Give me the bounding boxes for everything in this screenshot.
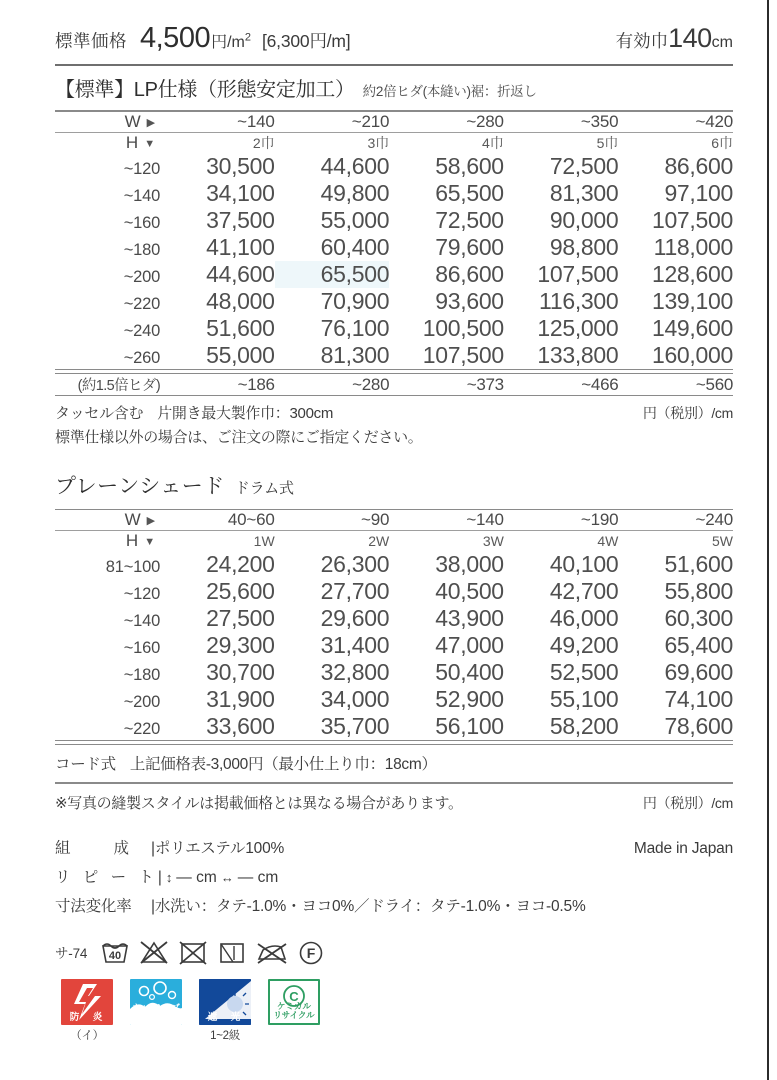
column-width-header: ~420 [695, 111, 733, 131]
price-cell: 55,000 [206, 341, 275, 368]
price-cell: 24,200 [206, 551, 275, 578]
price-cell: 72,500 [435, 206, 504, 233]
price-cell: 35,700 [320, 713, 390, 740]
price-cell: 42,700 [549, 578, 619, 605]
footer-value: ~186 [237, 374, 275, 394]
price-header [55, 0, 733, 64]
price-cell: 125,000 [537, 314, 619, 341]
max-width-note: 片開き最大製作巾：300cm [157, 405, 334, 423]
table-row [55, 578, 733, 605]
washable-badge [130, 979, 182, 1027]
no-iron-icon [256, 939, 288, 965]
cord-detail: 上記価格表-3,000円（最小仕上り巾：18cm） [129, 756, 437, 774]
washable-badge-label: ウォッシャブル [132, 1003, 180, 1024]
repeat-row: リ ピ ー ト| ↕ — cm ↔ — cm [55, 864, 733, 893]
row-height-header: ~220 [123, 294, 161, 313]
price-cell: 98,800 [549, 233, 619, 260]
recycle-label-line1: ケミカル [276, 1001, 311, 1012]
price-cell: 56,100 [435, 713, 504, 740]
price-cell: 107,500 [422, 341, 504, 368]
tassel-note: タッセル含む [55, 405, 144, 423]
axis-h-arrow-icon: ▼ [144, 536, 157, 549]
footer-label: (約1.5倍ヒダ) [77, 377, 161, 394]
price-cell: 107,500 [651, 206, 733, 233]
price-cell: 40,100 [549, 551, 619, 578]
price-cell: 44,600 [320, 152, 390, 179]
table-row [55, 180, 733, 207]
column-width-header: ~210 [351, 111, 390, 131]
price-cell: 31,400 [320, 632, 390, 659]
axis-w-arrow-icon: ▶ [146, 515, 157, 528]
care-symbol-row [55, 921, 733, 965]
price-cell: 29,600 [320, 605, 390, 632]
price-cell: 27,700 [320, 578, 390, 605]
footer-value: ~280 [352, 374, 390, 394]
axis-w-label: W ▶ [124, 111, 157, 131]
price-cell: 78,600 [664, 713, 733, 740]
row-height-header: ~200 [123, 267, 161, 286]
price-cell: 160,000 [651, 341, 733, 368]
spec-title: 【標準】LP仕様（形態安定加工） [55, 79, 355, 101]
blackout-badge-label: 遮 光 [207, 1012, 243, 1024]
unit-superscript: 2 [244, 31, 251, 44]
table-row [55, 153, 733, 180]
column-panel-header: 2巾 [252, 134, 275, 151]
unit-note-2: 円（税別）/cm [642, 795, 733, 812]
column-width-header: ~350 [580, 111, 619, 131]
price-cell: 50,400 [435, 659, 504, 686]
price-cell: 52,500 [549, 659, 619, 686]
table-row [55, 288, 733, 315]
standard-price-group [55, 22, 350, 55]
spec-detail: 約2倍ヒダ(本縫い)裾：折返し [362, 84, 537, 99]
repeat-key: リ ピ ー ト [55, 868, 158, 886]
table-footer-row [55, 374, 733, 395]
footer-value: ~560 [695, 374, 733, 394]
table-header-panel-row [55, 133, 733, 153]
shrinkage-value: 水洗い：タテ-1.0%・ヨコ0%／ドライ：タテ-1.0%・ヨコ-0.5% [154, 897, 586, 915]
price-cell: 93,600 [435, 287, 504, 314]
price-table-shade [55, 510, 733, 530]
row-height-header: 81~100 [105, 558, 161, 577]
price-cell: 118,000 [653, 233, 733, 260]
axis-h-arrow-icon: ▼ [144, 137, 157, 150]
unit-text: 円/m [211, 34, 245, 51]
row-height-header: ~220 [123, 720, 161, 739]
composition-key: 組 成 [55, 840, 134, 858]
svg-text:C: C [289, 989, 299, 1005]
row-height-header: ~140 [123, 186, 161, 205]
price-cell: 65,400 [664, 632, 733, 659]
note-line-1 [55, 402, 733, 425]
axis-h-label: H ▼ [125, 132, 157, 152]
price-cell: 81,300 [549, 179, 619, 206]
price-cell: 58,200 [549, 713, 619, 740]
price-cell: 27,500 [206, 605, 275, 632]
horizontal-arrow-icon: ↔ [220, 869, 234, 885]
vertical-arrow-icon: ↕ [165, 869, 173, 885]
photo-note: ※写真の縫製スタイルは掲載価格とは異なる場合があります。 [55, 795, 463, 813]
feature-badges [55, 965, 733, 1043]
price-cell: 51,600 [664, 551, 733, 578]
price-cell: 46,000 [549, 605, 619, 632]
price-table-lp-body [55, 133, 733, 369]
table-row [55, 261, 733, 288]
effective-width-unit: cm [711, 34, 733, 51]
price-cell: 69,600 [664, 659, 733, 686]
column-width-header: ~140 [237, 111, 275, 131]
row-height-header: ~260 [123, 348, 161, 367]
axis-w-label: W ▶ [124, 510, 157, 530]
wash-40-icon [100, 939, 130, 965]
column-width-header: 40~60 [227, 510, 275, 530]
notes-block-1 [55, 396, 733, 451]
price-cell: 86,600 [435, 260, 504, 287]
footer-value: ~466 [581, 374, 619, 394]
blackout-badge-art [199, 979, 251, 1025]
repeat-horizontal-value: — cm [237, 868, 279, 886]
price-cell: 31,900 [206, 686, 275, 713]
section2-subtitle: ドラム式 [234, 479, 294, 497]
table-row [55, 605, 733, 632]
spec-line [55, 66, 733, 110]
price-cell: 48,000 [206, 287, 275, 314]
row-height-header: ~240 [123, 321, 161, 340]
page-right-border [767, 0, 769, 1080]
price-cell: 29,300 [206, 632, 275, 659]
table-row [55, 713, 733, 740]
column-width-header: ~280 [466, 111, 504, 131]
price-cell: 76,100 [320, 314, 390, 341]
price-cell: 81,300 [320, 341, 390, 368]
effective-width-group [616, 23, 733, 54]
price-cell: 55,000 [320, 206, 390, 233]
table-row [55, 315, 733, 342]
price-cell: 60,300 [664, 605, 733, 632]
flame-retardant-badge-art [61, 979, 113, 1025]
table-row [55, 632, 733, 659]
column-panel-header: 6巾 [711, 134, 733, 151]
composition-line: 組 成 |ポリエステル100% [55, 835, 284, 864]
column-width-header: ~190 [580, 510, 619, 530]
shrinkage-row: 寸法変化率 |水洗い：タテ-1.0%・ヨコ0%／ドライ：タテ-1.0%・ヨコ-0.5% [55, 893, 733, 922]
made-in-label: Made in Japan [633, 840, 733, 858]
section2-title: プレーンシェード [55, 474, 225, 498]
price-cell: 51,600 [206, 314, 275, 341]
price-cell-highlighted: 65,500 [275, 261, 390, 288]
no-tumble-dry-icon [178, 939, 208, 965]
price-cell: 133,800 [537, 341, 619, 368]
chemical-recycle-badge-label [270, 1002, 318, 1020]
repeat-vertical-value: — cm [176, 868, 217, 886]
column-panel-header: 4巾 [482, 134, 504, 151]
axis-w-arrow-icon: ▶ [146, 116, 157, 129]
price-cell: 90,000 [549, 206, 619, 233]
cord-label: コード式 [55, 756, 116, 774]
svg-text:40: 40 [109, 950, 122, 963]
price-cell: 74,100 [664, 686, 733, 713]
price-table-lp [55, 112, 733, 132]
column-panel-header: 2W [368, 533, 390, 550]
price-cell: 86,600 [664, 152, 733, 179]
row-height-header: ~120 [123, 159, 161, 178]
price-cell: 79,600 [435, 233, 504, 260]
axis-h-label: H ▼ [125, 531, 157, 551]
unit-note-1: 円（税別）/cm [642, 405, 733, 422]
row-height-header: ~180 [123, 666, 161, 685]
price-cell: 52,900 [435, 686, 504, 713]
svg-text:F: F [306, 945, 316, 962]
effective-width-label: 有効巾 [615, 31, 669, 51]
row-height-header: ~200 [123, 693, 161, 712]
price-table-shade-body [55, 531, 733, 740]
price-cell: 44,600 [206, 260, 275, 287]
flame-retardant-badge [61, 979, 113, 1043]
price-cell: 139,100 [651, 287, 733, 314]
blackout-badge-caption: 1~2級 [210, 1030, 240, 1043]
table-row [55, 234, 733, 261]
price-cell: 34,000 [320, 686, 390, 713]
table-header-panel-row [55, 531, 733, 551]
standard-price-label: 標準価格 [55, 31, 127, 51]
price-cell: 43,900 [435, 605, 504, 632]
price-cell: 65,500 [435, 179, 504, 206]
price-cell: 128,600 [651, 260, 733, 287]
line-dry-icon [217, 939, 247, 965]
price-cell: 26,300 [320, 551, 390, 578]
price-cell: 30,700 [206, 659, 275, 686]
price-cell: 116,300 [539, 287, 619, 314]
note-1-left [55, 402, 333, 425]
flame-retardant-badge-label: 防 炎 [69, 1012, 105, 1024]
column-panel-header: 3W [482, 533, 504, 550]
table-header-width-row [55, 510, 733, 530]
recycle-label-line2: リサイクル [273, 1010, 315, 1021]
price-cell: 33,600 [206, 713, 275, 740]
row-height-header: ~120 [123, 585, 161, 604]
alt-price: [6,300円/m] [261, 31, 351, 51]
shrinkage-key: 寸法変化率 [55, 897, 132, 915]
composition-block [55, 815, 733, 921]
table-row [55, 551, 733, 578]
no-bleach-icon [139, 939, 169, 965]
price-cell: 107,500 [537, 260, 619, 287]
price-cell: 100,500 [422, 314, 504, 341]
row-height-header: ~180 [123, 240, 161, 259]
row-height-header: ~160 [123, 639, 161, 658]
price-cell: 149,600 [651, 314, 733, 341]
table-row [55, 686, 733, 713]
column-width-header: ~140 [466, 510, 504, 530]
price-cell: 37,500 [206, 206, 275, 233]
cord-type-note [55, 745, 733, 782]
price-cell: 34,100 [206, 179, 275, 206]
table-row [55, 207, 733, 234]
composition-value: ポリエステル100% [154, 840, 285, 858]
table-row [55, 342, 733, 369]
column-panel-header: 5巾 [596, 134, 619, 151]
composition-row [55, 835, 733, 864]
price-cell: 97,100 [664, 179, 733, 206]
price-cell: 49,800 [320, 179, 390, 206]
row-height-header: ~140 [123, 612, 161, 631]
column-panel-header: 4W [597, 533, 619, 550]
price-cell: 58,600 [435, 152, 504, 179]
column-panel-header: 5W [712, 533, 733, 550]
effective-width-value: 140 [668, 23, 712, 53]
price-cell: 72,500 [549, 152, 619, 179]
price-cell: 40,500 [435, 578, 504, 605]
price-cell: 38,000 [435, 551, 504, 578]
price-cell: 30,500 [206, 152, 275, 179]
section-title-plain-shade [55, 451, 733, 509]
column-panel-header: 3巾 [367, 134, 390, 151]
note-line-2 [55, 426, 733, 449]
row-height-header: ~160 [123, 213, 161, 232]
price-table-lp-footer [55, 374, 733, 395]
price-cell: 41,100 [206, 233, 275, 260]
column-panel-header: 1W [253, 533, 275, 550]
price-cell: 60,400 [320, 233, 390, 260]
chemical-recycle-badge-art [268, 979, 320, 1025]
price-cell: 55,100 [549, 686, 619, 713]
table-header-width-row [55, 112, 733, 132]
custom-spec-note: 標準仕様以外の場合は、ご注文の際にご指定ください。 [55, 428, 423, 446]
column-width-header: ~240 [695, 510, 733, 530]
price-cell: 70,900 [320, 287, 390, 314]
price-cell: 32,800 [320, 659, 390, 686]
flame-retardant-badge-caption: （イ） [70, 1030, 104, 1043]
standard-price-unit [211, 29, 251, 52]
price-cell: 55,800 [664, 578, 733, 605]
care-code-label: サ-74 [55, 946, 88, 962]
chemical-recycle-badge [268, 979, 320, 1027]
dryclean-f-icon [297, 939, 325, 965]
photo-note-line [55, 784, 733, 815]
price-cell: 47,000 [435, 632, 504, 659]
blackout-badge [199, 979, 251, 1043]
standard-price-value: 4,500 [140, 22, 211, 54]
price-cell: 49,200 [549, 632, 619, 659]
price-cell: 25,600 [206, 578, 275, 605]
footer-value: ~373 [466, 374, 504, 394]
column-width-header: ~90 [360, 510, 390, 530]
table-row [55, 659, 733, 686]
washable-badge-art [130, 979, 182, 1025]
